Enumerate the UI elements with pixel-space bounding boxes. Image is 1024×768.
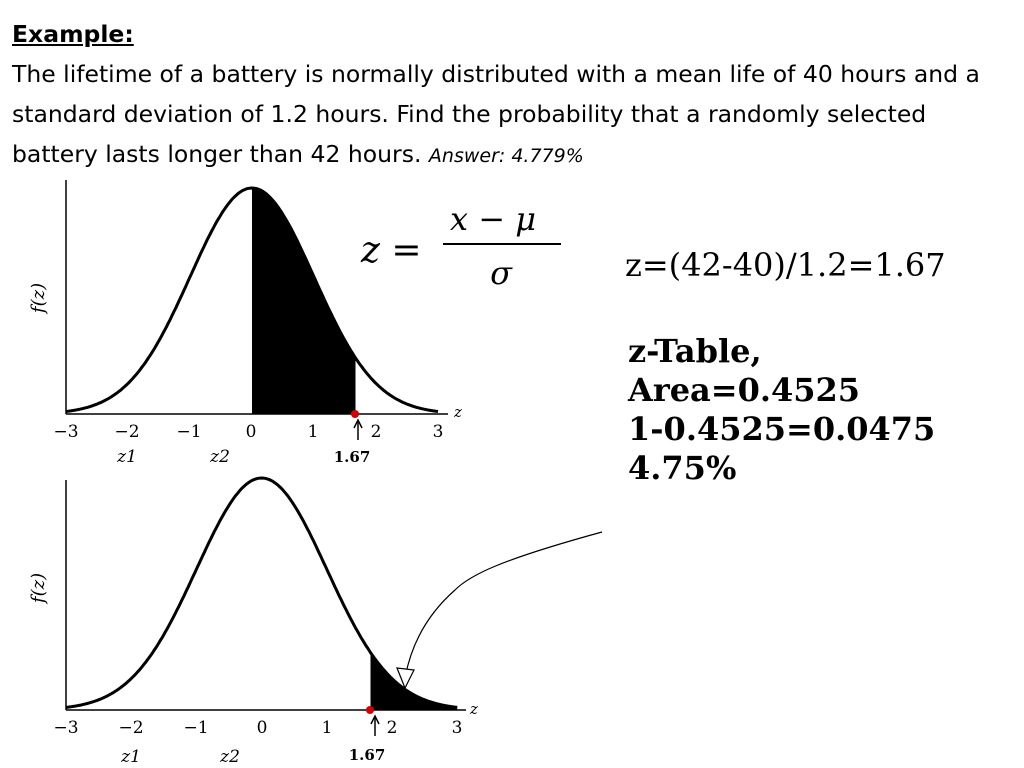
x-axis-variable: z [470, 700, 478, 718]
z2-label: z2 [220, 747, 240, 767]
marker-dot [366, 706, 374, 714]
z2-label: z2 [210, 447, 230, 467]
tick-label: −2 [114, 422, 140, 442]
shaded-tail-above-1.67 [371, 653, 458, 711]
tick-label: −3 [53, 422, 79, 442]
marker-label: 1.67 [333, 448, 371, 466]
tick-label: 0 [256, 718, 268, 738]
y-axis-label: f(z) [28, 282, 49, 314]
normal-curve-top [0, 170, 600, 475]
z-table-line-1: z-Table, [628, 332, 762, 370]
tick-label: 1 [321, 718, 333, 738]
tick-label: −1 [183, 718, 209, 738]
marker-dot [351, 410, 359, 418]
z-calculation: z=(42-40)/1.2=1.67 [625, 246, 946, 284]
example-heading: Example: [12, 20, 134, 48]
z1-label: z1 [121, 747, 141, 767]
z-table-percent: 4.75% [628, 449, 737, 487]
x-axis-variable: z [454, 403, 462, 421]
shaded-area-0-to-1.67 [252, 188, 356, 414]
y-axis-label: f(z) [28, 572, 49, 604]
formula-denominator: σ [490, 254, 512, 292]
z1-label: z1 [117, 447, 137, 467]
marker-label: 1.67 [348, 746, 386, 764]
z-table-complement: 1-0.4525=0.0475 [628, 410, 936, 448]
tick-label: 2 [370, 422, 382, 442]
tick-label: −2 [118, 718, 144, 738]
tick-label: 2 [386, 718, 398, 738]
answer-text: Answer: 4.779% [428, 145, 584, 167]
tick-label: 3 [451, 718, 463, 738]
tick-label: −1 [176, 422, 202, 442]
tick-label: 3 [432, 422, 444, 442]
problem-text: The lifetime of a battery is normally distributed with a mean life of 40 hours and a standard deviation of 1.2 hours. Find the probability that a randomly selected battery lasts longer than 42 hours. [12, 60, 980, 168]
tick-label: 1 [307, 422, 319, 442]
tick-label: 0 [245, 422, 257, 442]
z-table-area: Area=0.4525 [628, 371, 861, 409]
tick-labels [53, 422, 443, 442]
formula-numerator: x − μ [450, 200, 536, 238]
tick-label: −3 [53, 718, 79, 738]
z-table-result [628, 332, 935, 488]
normal-curve-bottom [0, 470, 600, 768]
problem-statement [12, 14, 1012, 176]
bell-curve [66, 478, 457, 707]
tick-labels [53, 718, 462, 738]
formula-lhs: z = [361, 230, 422, 271]
